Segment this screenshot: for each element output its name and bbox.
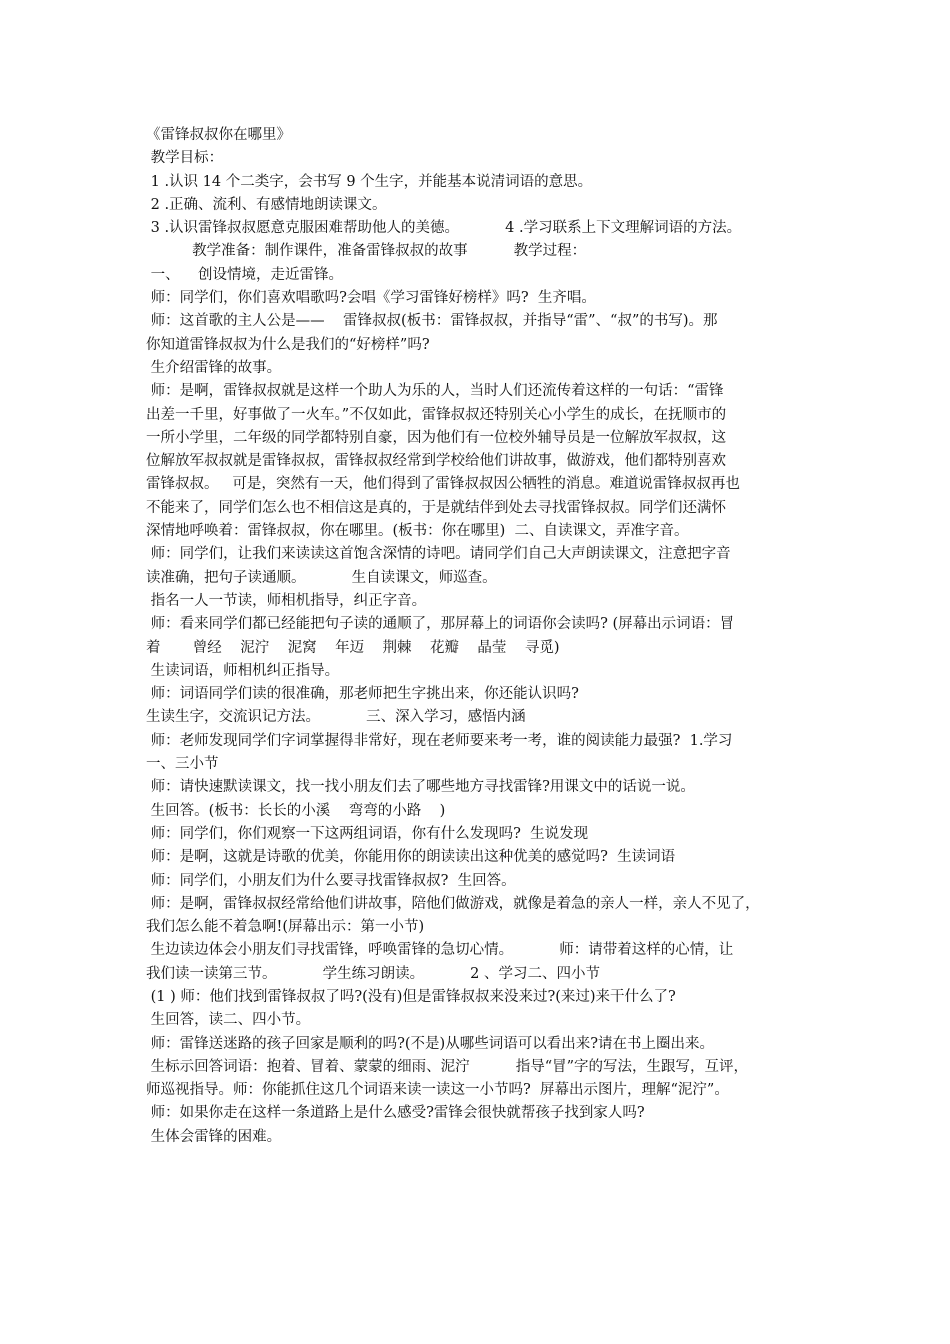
text-line: 师：请快速默读课文，找一找小朋友们去了哪些地方寻找雷锋?用课文中的话说一说。 [146, 779, 695, 796]
text-line: 生读词语，师相机纠正指导。 [146, 662, 340, 679]
text-line: 3 .认识雷锋叔叔愿意克服困难帮助他人的美德。 4 .学习联系上下文理解词语的方法。 [146, 220, 742, 237]
text-line: 位解放军叔叔就是雷锋叔叔，雷锋叔叔经常到学校给他们讲故事，做游戏，他们都特别喜欢 [146, 453, 726, 470]
text-line: 师：是啊，雷锋叔叔经常给他们讲故事，陪他们做游戏，就像是着急的亲人一样，亲人不见了， [146, 895, 760, 912]
text-line: 出差一千里，好事做了一火车。”不仅如此，雷锋叔叔还特别关心小学生的成长，在抚顺市的 [146, 406, 727, 423]
text-line: 师：是啊，这就是诗歌的优美，你能用你的朗读读出这种优美的感觉吗? 生读词语 [146, 849, 676, 866]
text-line: 师：同学们，让我们来读读这首饱含深情的诗吧。请同学们自己大声朗读课文，注意把字音 [146, 546, 731, 563]
text-line: 我们读一读第三节。 学生练习朗读。 2 、学习二、四小节 [146, 965, 601, 982]
text-line: 生体会雷锋的困难。 [146, 1128, 282, 1145]
text-line: (1 ) 师：他们找到雷锋叔叔了吗?(没有)但是雷锋叔叔来没来过?(来过)来干什么了? [146, 988, 676, 1005]
text-line: 深情地呼唤着：雷锋叔叔，你在哪里。(板书：你在哪里) 二、自读课文，弄准字音。 [146, 523, 689, 540]
text-line: 生回答，读二、四小节。 [146, 1012, 311, 1029]
text-line: 一所小学里，二年级的同学都特别自豪，因为他们有一位校外辅导员是一位解放军叔叔，这 [146, 429, 726, 446]
text-line: 生回答。(板书：长长的小溪 弯弯的小路 ) [146, 802, 446, 819]
text-line: 教学目标： [146, 150, 224, 167]
text-line: 雷锋叔叔。 可是，突然有一天，他们得到了雷锋叔叔因公牺牲的消息。难道说雷锋叔叔再也 [146, 476, 740, 493]
text-line: 你知道雷锋叔叔为什么是我们的“好榜样”吗? [146, 336, 430, 353]
text-line: 生介绍雷锋的故事。 [146, 359, 282, 376]
document-title: 《雷锋叔叔你在哪里》 [146, 127, 291, 143]
text-line: 一、三小节 [146, 756, 219, 773]
text-line: 师：老师发现同学们字词掌握得非常好，现在老师要来考一考，谁的阅读能力最强? 1.学习 [146, 732, 733, 749]
text-line: 着 曾经 泥泞 泥窝 年迈 荆棘 花瓣 晶莹 寻觅) [146, 639, 560, 656]
text-line: 师：词语同学们读的很准确，那老师把生字挑出来，你还能认识吗? [146, 686, 579, 703]
text-line: 师：同学们，小朋友们为什么要寻找雷锋叔叔? 生回答。 [146, 872, 516, 889]
text-line: 一、 创设情境，走近雷锋。 [146, 266, 344, 283]
document-page [146, 124, 814, 1149]
text-line: 生读生字，交流识记方法。 三、深入学习，感悟内涵 [146, 709, 526, 726]
text-line: 师：是啊，雷锋叔叔就是这样一个助人为乐的人，当时人们还流传着这样的一句话：“雷锋 [146, 383, 724, 400]
text-line: 师：雷锋送迷路的孩子回家是顺利的吗?(不是)从哪些词语可以看出来?请在书上圈出来。 [146, 1035, 714, 1052]
text-line: 师：这首歌的主人公是—— 雷锋叔叔(板书：雷锋叔叔，并指导“雷”、“叔”的书写)。那 [146, 313, 718, 330]
text-line: 不能来了，同学们怎么也不相信这是真的，于是就结伴到处去寻找雷锋叔叔。同学们还满怀 [146, 499, 726, 516]
text-line: 读准确，把句子读通顺。 生自读课文，师巡查。 [146, 569, 497, 586]
text-line: 师：同学们，你们喜欢唱歌吗?会唱《学习雷锋好榜样》吗? 生齐唱。 [146, 290, 596, 307]
text-line: 生标示回答词语：抱着、冒着、蒙蒙的细雨、泥泞 指导“冒”字的写法，生跟写，互评， [146, 1058, 749, 1075]
text-line: 教学准备：制作课件，准备雷锋叔叔的故事 教学过程： [146, 243, 587, 260]
text-line: 师：看来同学们都已经能把句子读的通顺了，那屏幕上的词语你会读吗? (屏幕出示词语：冒 [146, 616, 735, 633]
text-line: 我们怎么能不着急啊!(屏幕出示：第一小节) [146, 919, 425, 936]
text-line: 师：同学们，你们观察一下这两组词语，你有什么发现吗? 生说发现 [146, 825, 589, 842]
text-line: 师巡视指导。师：你能抓住这几个词语来读一读这一小节吗? 屏幕出示图片，理解“泥泞”。 [146, 1082, 729, 1099]
text-line: 1 .认识 14 个二类字，会书写 9 个生字，并能基本说清词语的意思。 [146, 173, 593, 190]
text-line: 师：如果你走在这样一条道路上是什么感受?雷锋会很快就帮孩子找到家人吗? [146, 1105, 645, 1122]
text-line: 生边读边体会小朋友们寻找雷锋，呼唤雷锋的急切心情。 师：请带着这样的心情，让 [146, 942, 734, 959]
document-body [146, 147, 814, 1149]
text-line: 2 .正确、流利、有感情地朗读课文。 [146, 196, 387, 213]
text-line: 指名一人一节读，师相机指导，纠正字音。 [146, 592, 427, 609]
